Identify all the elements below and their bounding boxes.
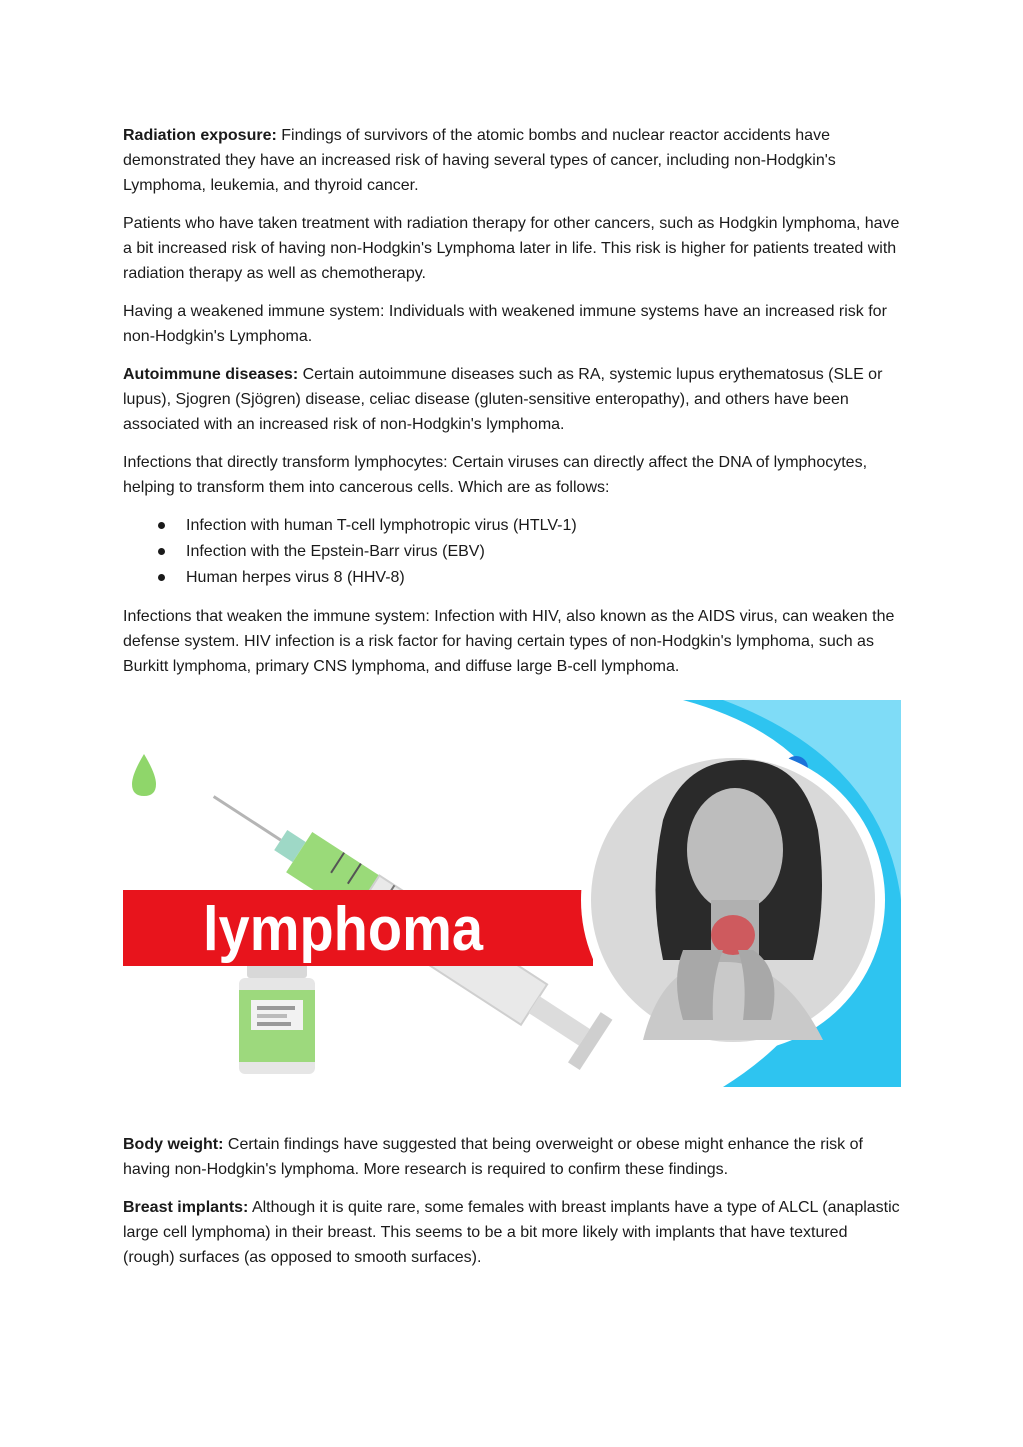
list-item: Infection with the Epstein-Barr virus (EBV) xyxy=(186,539,903,565)
droplet-icon xyxy=(132,754,156,796)
label-radiation-exposure: Radiation exposure: xyxy=(123,127,277,144)
text-radiation-exposure: Findings of survivors of the atomic bombs and nuclear reactor accidents have demonstrated they have an increased risk of having several types of cancer, including non-Hodgkin's Lymphoma, leukemia, and thyroid cancer. xyxy=(123,127,836,194)
document-body-bottom xyxy=(123,1132,903,1283)
label-breast-implants: Breast implants: xyxy=(123,1199,249,1216)
paragraph-breast-implants xyxy=(123,1195,903,1270)
banner-illustration xyxy=(123,700,901,1087)
label-autoimmune: Autoimmune diseases: xyxy=(123,366,299,383)
paragraph-body-weight xyxy=(123,1132,903,1182)
list-item: Human herpes virus 8 (HHV-8) xyxy=(186,565,903,591)
lymphoma-banner-image xyxy=(123,700,901,1087)
paragraph-radiation-therapy: Patients who have taken treatment with radiation therapy for other cancers, such as Hodgkin lymphoma, have a bit increased risk of having non-Hodgkin's Lymphoma later in life. This risk is higher for patients treated with radiation therapy as well as chemotherapy. xyxy=(123,215,900,282)
text-autoimmune: Certain autoimmune diseases such as RA, systemic lupus erythematosus (SLE or lupus), Sjogren (Sjögren) disease, celiac disease (gluten-sensitive enteropathy), and others have been associated with an increased risk of non-Hodgkin's lymphoma. xyxy=(123,366,883,433)
paragraph-infections-weaken: Infections that weaken the immune system: Infection with HIV, also known as the AIDS virus, can weaken the defense system. HIV infection is a risk factor for having certain types of non-Hodgkin's lymphoma, such as Burkitt lymphoma, primary CNS lymphoma, and diffuse large B-cell lymphoma. xyxy=(123,608,895,675)
paragraph-radiation-exposure xyxy=(123,123,903,198)
paragraph-infections-transform: Infections that directly transform lymphocytes: Certain viruses can directly affect the DNA of lymphocytes, helping to transform them into cancerous cells. Which are as follows: xyxy=(123,454,868,496)
list-item: Infection with human T-cell lymphotropic virus (HTLV-1) xyxy=(186,513,903,539)
banner-title: lymphoma xyxy=(203,895,484,964)
paragraph-weakened-immune: Having a weakened immune system: Individuals with weakened immune systems have an increased risk for non-Hodgkin's Lymphoma. xyxy=(123,303,887,345)
label-body-weight: Body weight: xyxy=(123,1136,224,1153)
vial-icon xyxy=(239,960,315,1074)
document-body-top xyxy=(123,123,903,692)
text-breast-implants: Although it is quite rare, some females with breast implants have a type of ALCL (anaplastic large cell lymphoma) in their breast. This seems to be a bit more likely with implants that have textured (rough) surfaces (as opposed to smooth surfaces). xyxy=(123,1199,900,1266)
paragraph-autoimmune xyxy=(123,362,903,437)
virus-list xyxy=(123,513,903,591)
text-body-weight: Certain findings have suggested that being overweight or obese might enhance the risk of having non-Hodgkin's lymphoma. More research is required to confirm these findings. xyxy=(123,1136,863,1178)
